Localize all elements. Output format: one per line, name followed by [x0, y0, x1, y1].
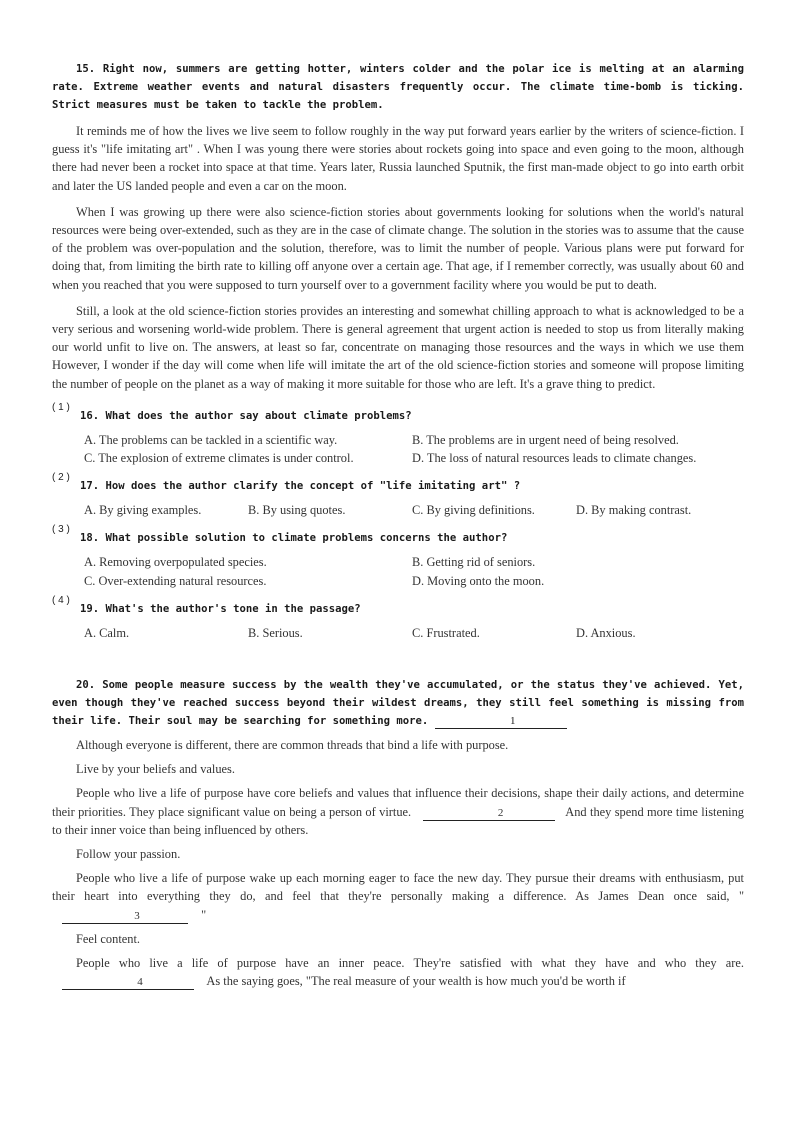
passage-20-intro	[52, 676, 744, 730]
passage-20-intro-text: 20. Some people measure success by the wealth they've accumulated, or the status they've achieved. Yet, even though they've reached success beyond their wildest dreams, they still feel something is missing from their life. Their soul may be searching for something more.	[52, 679, 744, 728]
option[interactable]: B. By using quotes.	[248, 503, 346, 518]
passage-20-paragraph	[52, 869, 744, 924]
option[interactable]: D. By making contrast.	[576, 503, 692, 518]
question-text: 17. How does the author clarify the concept of "life imitating art" ?	[80, 480, 521, 493]
question-number: ( 3 )	[52, 524, 70, 536]
option[interactable]: C. Over-extending natural resources.	[84, 573, 267, 588]
paragraph-text: And they spend more time listening to their inner voice than being influenced by others.	[52, 804, 744, 837]
question-text: 16. What does the author say about climate problems?	[80, 409, 412, 422]
paragraph-text: "	[201, 907, 207, 922]
option[interactable]: D. Anxious.	[576, 625, 636, 640]
option[interactable]: D. Moving onto the moon.	[412, 573, 545, 588]
options	[52, 624, 744, 642]
option[interactable]: D. The loss of natural resources leads to climate changes.	[412, 451, 697, 466]
options	[52, 553, 744, 589]
question-number: ( 1 )	[52, 401, 70, 413]
passage-15-paragraph: Still, a look at the old science-fiction stories provides an interesting and somewhat chilling approach to what is acknowledged to be a very serious and worsening world-wide problem. There is general agreement that urgent action is needed to stop us from literally making our world unfit to live on. The answers, at least so far, concentrate on managing those resources and the ways in which we use them However, I wonder if the day will come when life will imitate the art of the old science-fiction stories and someone will propose limiting the number of people on the planet as a way of making it more suitable for those who are left. It's a grave thing to predict.	[52, 303, 744, 391]
blank-3[interactable]: 3	[62, 909, 188, 924]
passage-20-heading: Feel content.	[76, 931, 140, 946]
option[interactable]: B. Getting rid of seniors.	[412, 555, 536, 570]
section-gap	[52, 642, 744, 676]
passage-20-paragraph: Although everyone is different, there are common threads that bind a life with purpose.	[76, 738, 509, 753]
question-text: 18. What possible solution to climate problems concerns the author?	[80, 532, 508, 545]
passage-15-paragraph: When I was growing up there were also science-fiction stories about governments looking for solutions when the world's natural resources were being over-extended, such as they are in the case of climate change. The solution in the stories was to assume that the cause of the problem was over-population and the solution, therefore, was to limit the number of people. Various plans were put forward for doing that, from limiting the birth rate to killing off anyone over a certain age. That age, if I remember correctly, was usually about 60 and when you reached that you were supposed to turn yourself over to a government facility where you would be put to death.	[52, 204, 744, 292]
option[interactable]: C. The explosion of extreme climates is under control.	[84, 451, 354, 466]
blank-1[interactable]: 1	[435, 714, 567, 729]
option[interactable]: A. Removing overpopulated species.	[84, 555, 267, 570]
blank-2[interactable]: 2	[423, 806, 555, 821]
passage-15-paragraph: It reminds me of how the lives we live seem to follow roughly in the way put forward years earlier by the writers of science-fiction. I guess it's "life imitating art" . When I was young there were stories about rockets going into space and even going to the moon, although there had never been a rocket into space at that time. Years later, Russia launched Sputnik, the first man-made object to go into earth orbit and later the US landed people and even a car on the moon.	[52, 124, 744, 193]
option[interactable]: A. Calm.	[84, 625, 130, 640]
question-block	[52, 401, 744, 467]
paragraph-text: People who live a life of purpose have an inner peace. They're satisfied with what they have and who they are.	[76, 956, 744, 971]
question-block	[52, 524, 744, 589]
passage-20-heading: Live by your beliefs and values.	[76, 762, 235, 777]
question-number: ( 2 )	[52, 472, 70, 484]
passage-15-intro: 15. Right now, summers are getting hotter, winters colder and the polar ice is melting at an alarming rate. Extreme weather events and natural disasters frequently occur. The climate time-bomb is ticking. Strict measures must be taken to tackle the problem.	[52, 63, 744, 111]
question-block	[52, 472, 744, 519]
blank-4[interactable]: 4	[62, 975, 194, 990]
question-block	[52, 594, 744, 642]
option[interactable]: C. By giving definitions.	[412, 503, 535, 518]
passage-20-paragraph	[52, 784, 744, 839]
options	[52, 501, 744, 519]
option[interactable]: B. Serious.	[248, 625, 303, 640]
paragraph-text: As the saying goes, "The real measure of your wealth is how much you'd be worth if	[206, 974, 626, 989]
paragraph-text: People who live a life of purpose have core beliefs and values that influence their decisions, shape their daily actions, and determine their priorities. They place significant value on being a person of virtue.	[52, 786, 744, 819]
question-number: ( 4 )	[52, 594, 70, 606]
question-text: 19. What's the author's tone in the passage?	[80, 602, 361, 615]
option[interactable]: A. By giving examples.	[84, 503, 202, 518]
option[interactable]: A. The problems can be tackled in a scientific way.	[84, 432, 338, 447]
options	[52, 431, 744, 467]
option[interactable]: C. Frustrated.	[412, 625, 480, 640]
exam-page	[52, 60, 744, 991]
paragraph-text: People who live a life of purpose wake up each morning eager to face the new day. They pursue their dreams with enthusiasm, put their heart into everything they do, and feel that they're personally making a difference. As James Dean once said, "	[52, 871, 744, 904]
option[interactable]: B. The problems are in urgent need of being resolved.	[412, 432, 679, 447]
passage-20-heading: Follow your passion.	[76, 847, 181, 862]
passage-20-paragraph	[52, 954, 744, 990]
